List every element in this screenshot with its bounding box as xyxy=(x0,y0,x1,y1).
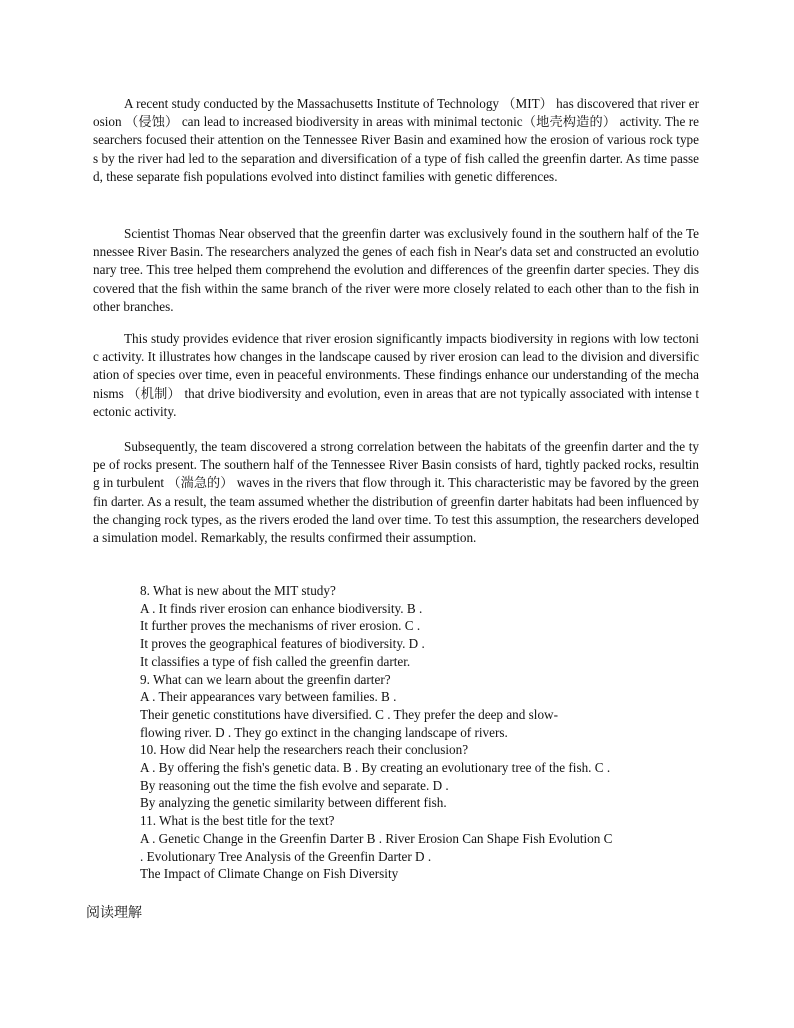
question-11-option-line: . Evolutionary Tree Analysis of the Greenfin Darter D . xyxy=(140,848,432,864)
question-8-option-line: A . It finds river erosion can enhance biodiversity. B . xyxy=(140,600,423,616)
question-list xyxy=(140,582,702,883)
passage-paragraph-3: This study provides evidence that river erosion significantly impacts biodiversity in regions with low tectonic activity. It illustrates how changes in the landscape caused by river erosion can lead to the division and diversification of species over time, even in peaceful environments. These findings enhance our understanding of the mechanisms （机制） that drive biodiversity and evolution, even in areas that are not typically associated with intense tectonic activity. xyxy=(93,331,699,419)
section-label: 阅读理解 xyxy=(86,905,142,921)
question-8-option-line: It classifies a type of fish called the greenfin darter. xyxy=(140,653,411,669)
passage-paragraph-4: Subsequently, the team discovered a strong correlation between the habitats of the greenfin darter and the type of rocks present. The southern half of the Tennessee River Basin consists of hard, tightly packed rocks, resulting in turbulent （湍急的） waves in the rivers that flow through it. This characteristic may be favored by the greenfin darter. As a result, the team assumed whether the distribution of greenfin darter habitats had been influenced by the changing rock types, as the rivers eroded the land over time. To test this assumption, the researchers developed a simulation model. Remarkably, the results confirmed their assumption. xyxy=(93,439,699,546)
question-8-option-line: It proves the geographical features of biodiversity. D . xyxy=(140,636,425,652)
passage-paragraph-2: Scientist Thomas Near observed that the greenfin darter was exclusively found in the southern half of the Tennessee River Basin. The researchers analyzed the genes of each fish in Near's data set and constructed an evolutionary tree. This tree helped them comprehend the evolution and differences of the greenfin darter species. They discovered that the fish within the same branch of the river were more closely related to each other than to the fish in other branches. xyxy=(93,226,699,314)
question-9-option-line: Their genetic constitutions have diversified. C . They prefer the deep and slow- xyxy=(140,706,558,722)
question-9-option-line: A . Their appearances vary between families. B . xyxy=(140,689,397,705)
question-8-option-line: It further proves the mechanisms of river erosion. C . xyxy=(140,618,421,634)
question-10-option-line: By reasoning out the time the fish evolve and separate. D . xyxy=(140,777,449,793)
passage-paragraph-1: A recent study conducted by the Massachusetts Institute of Technology （MIT） has discovered that river erosion （侵蚀） can lead to increased biodiversity in areas with minimal tectonic（地壳构造的） activity. The researchers focused their attention on the Tennessee River Basin and examined how the erosion of various rock types by the river had led to the separation and diversification of a type of fish called the greenfin darter. As time passed, these separate fish populations evolved into distinct families with genetic differences. xyxy=(93,96,699,184)
question-10-option-line: A . By offering the fish's genetic data. B . By creating an evolutionary tree of the fish. C . xyxy=(140,760,611,776)
question-10-stem: 10. How did Near help the researchers reach their conclusion? xyxy=(140,742,469,758)
question-9-option-line: flowing river. D . They go extinct in the changing landscape of rivers. xyxy=(140,724,508,740)
question-11-stem: 11. What is the best title for the text? xyxy=(140,813,335,829)
question-8-stem: 8. What is new about the MIT study? xyxy=(140,583,336,598)
question-11-option-line: The Impact of Climate Change on Fish Diversity xyxy=(140,866,399,882)
question-10-option-line: By analyzing the genetic similarity between different fish. xyxy=(140,795,447,811)
question-9-stem: 9. What can we learn about the greenfin darter? xyxy=(140,671,391,687)
question-11-option-line: A . Genetic Change in the Greenfin Darter B . River Erosion Can Shape Fish Evolution C xyxy=(140,830,613,846)
